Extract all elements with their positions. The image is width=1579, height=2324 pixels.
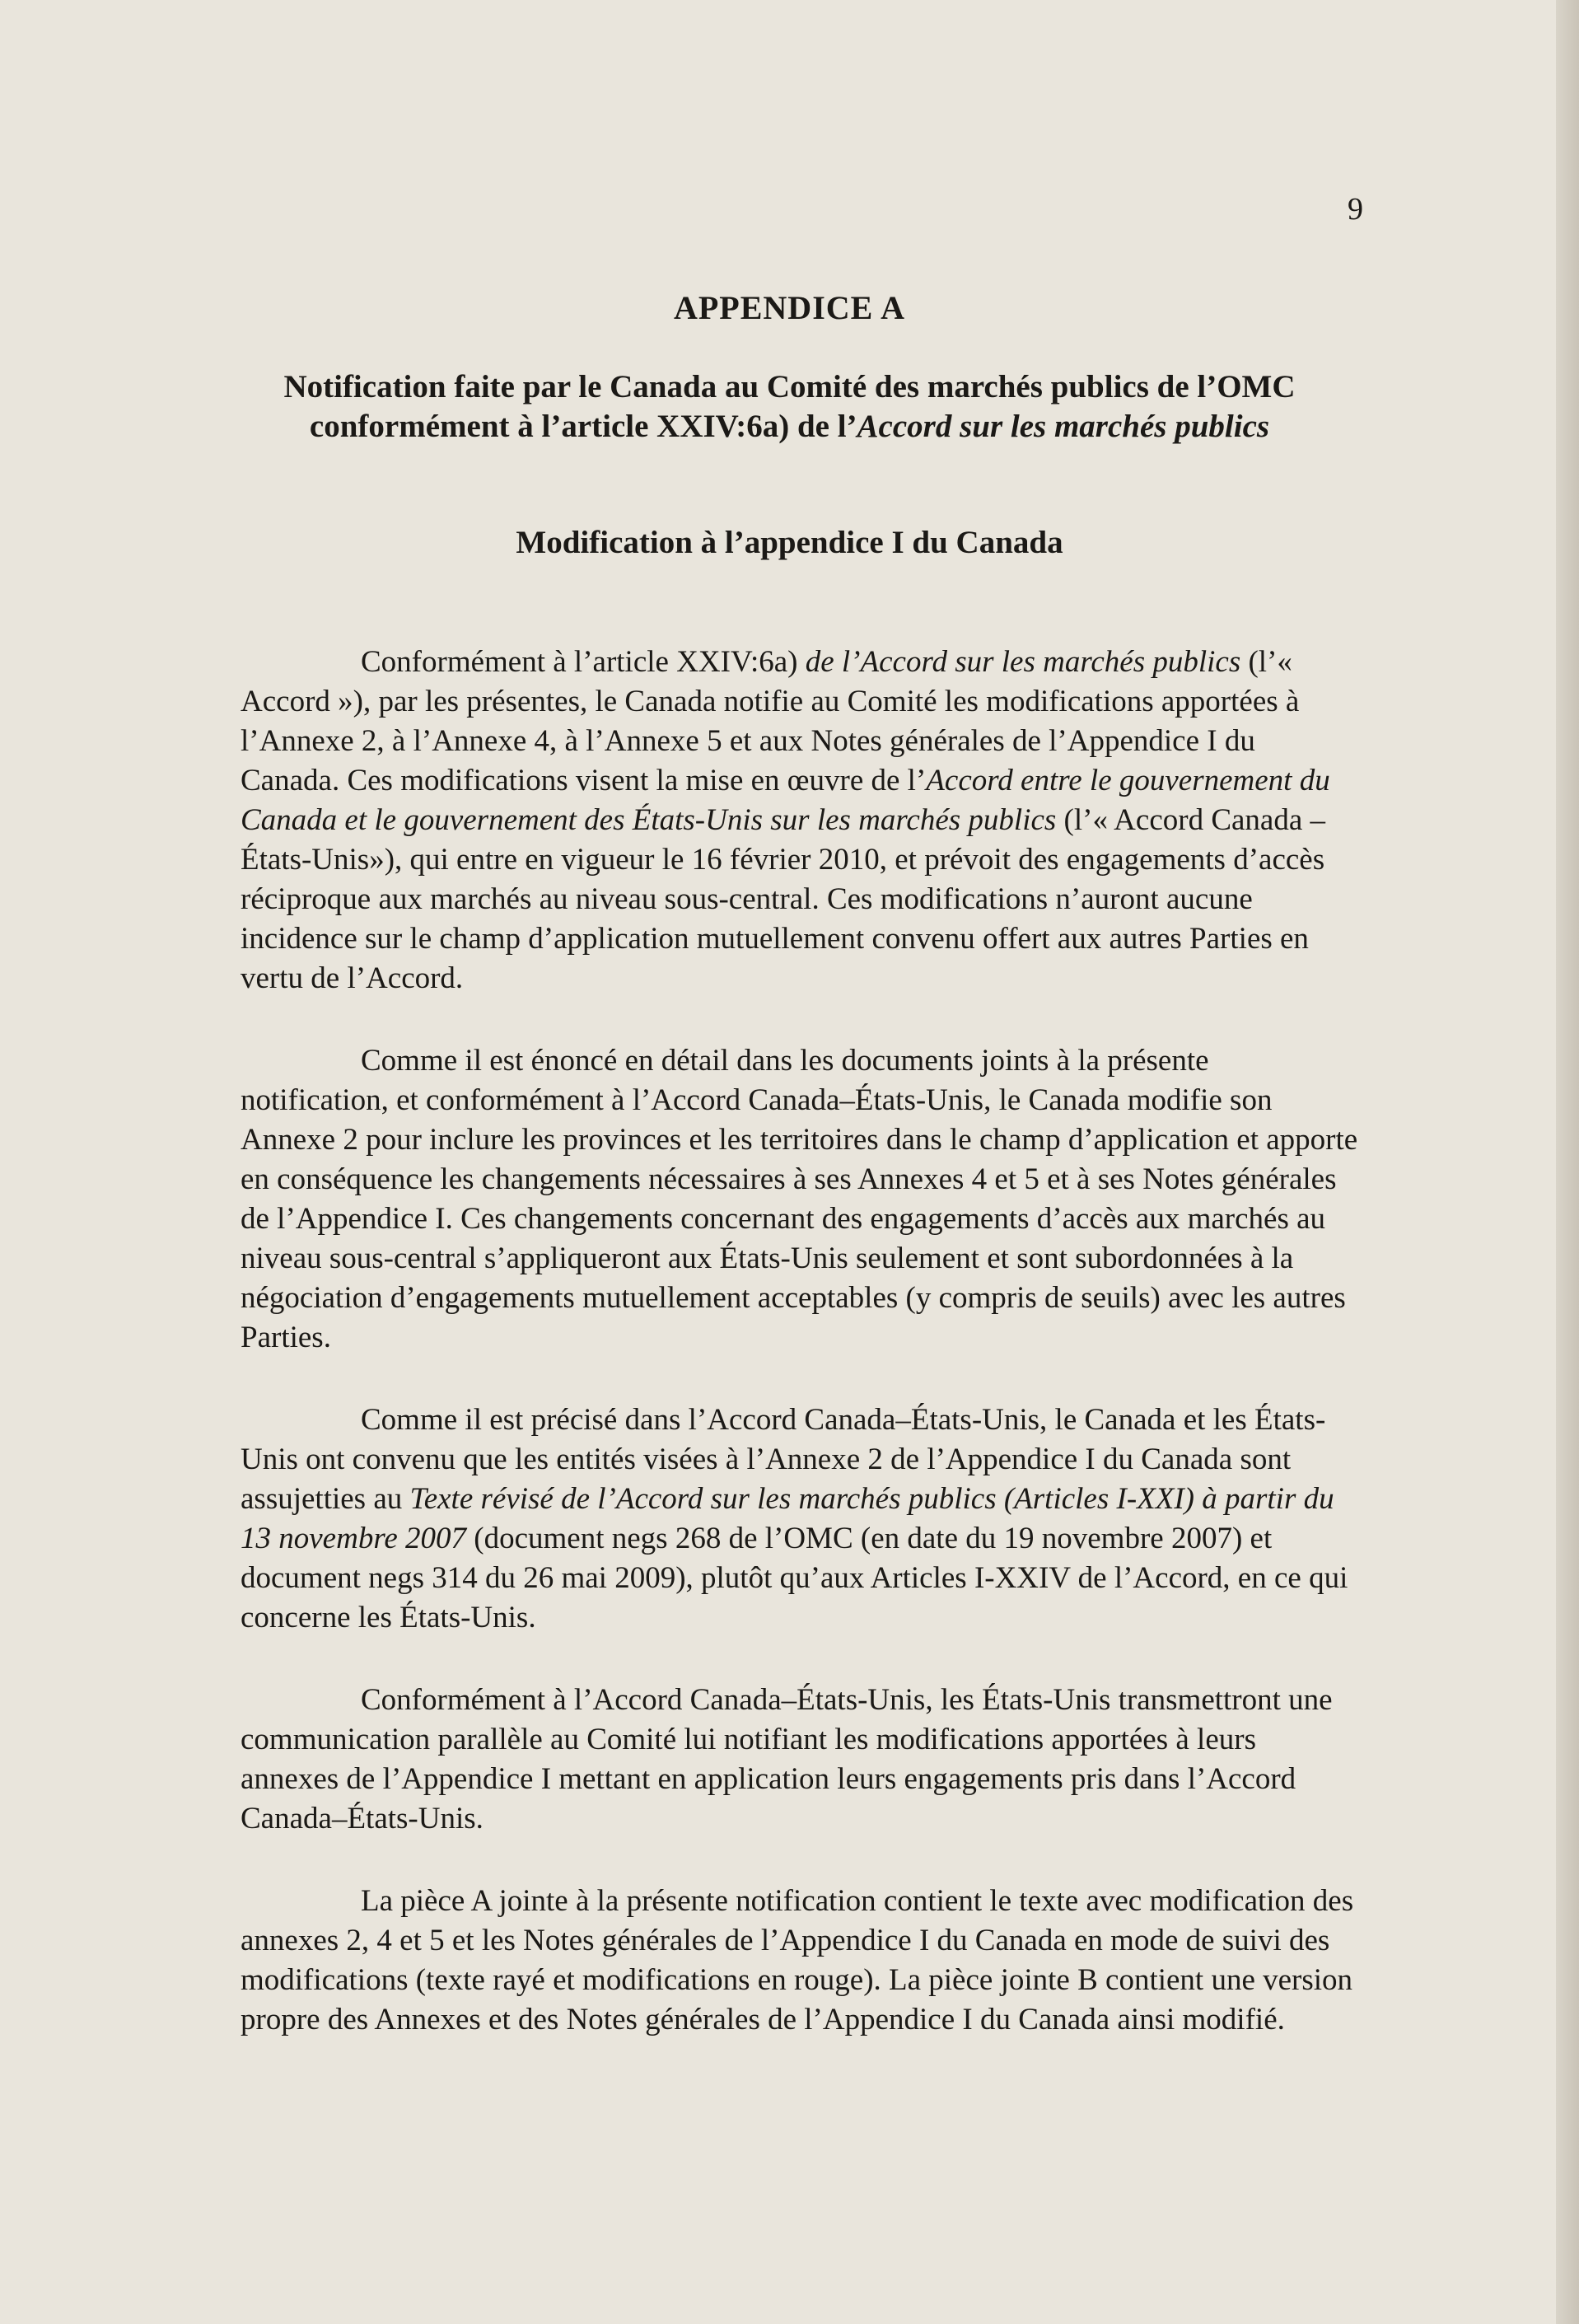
page-edge-shadow (1556, 0, 1579, 2324)
text-run: (l’« Accord »), par les présentes, le Canada notifie au Comité les modifications apportées à l’Annexe 2, à l’Annexe 4, à l’Annexe 5 et aux Notes générales de l’Appendice I du Canada. Ces modifications visent la mise en œuvre de l’ (241, 645, 1300, 797)
text-run: Comme il est énoncé en détail dans les documents joints à la présente notification, et conformément à l’Accord Canada–États-Unis, le Canada modifie son Annexe 2 pour inclure les provinces et les territoires dans le champ d’application et apporte en conséquence les changements nécessaires à ses Annexes 4 et 5 et à ses Notes générales de l’Appendice I. Ces changements concernant des engagements d’accès aux marchés au niveau sous-central s’appliqueront aux États-Unis seulement et sont subordonnées à la négociation d’engagements mutuellement acceptables (y compris de seuils) avec les autres Parties. (241, 1044, 1358, 1354)
paragraph (241, 1681, 1361, 1839)
page-number: 9 (1348, 192, 1363, 227)
text-run: Conformément à l’article XXIV:6a) (361, 645, 806, 679)
italic-text-run: Texte révisé de l’Accord sur les marchés publics (Articles I-XXI) à partir du 13 novembre 2007 (241, 1482, 1334, 1555)
notification-title-agreement-name: Accord sur les marchés publics (857, 409, 1270, 444)
modification-title: Modification à l’appendice I du Canada (516, 525, 1063, 560)
text-run: Conformément à l’Accord Canada–États-Unis, les États-Unis transmettront une communication parallèle au Comité lui notifiant les modifications apportées à leurs annexes de l’Appendice I mettant en application leurs engagements pris dans l’Accord Canada–États-Unis. (241, 1683, 1333, 1835)
text-run: (l’« Accord Canada – États-Unis»), qui entre en vigueur le 16 février 2010, et prévoit des engagements d’accès réciproque aux marchés au niveau sous-central. Ces modifications n’auront aucune incidence sur le champ d’application mutuellement convenu offert aux autres Parties en vertu de l’Accord. (241, 803, 1326, 995)
text-run: Comme il est précisé dans l’Accord Canada–États-Unis, le Canada et les États-Unis ont convenu que les entités visées à l’Annexe 2 de l’Appendice I du Canada sont assujetties au (241, 1403, 1326, 1516)
appendix-title: APPENDICE A (673, 289, 906, 326)
italic-text-run: Accord entre le gouvernement du Canada et le gouvernement des États-Unis sur les marchés publics (241, 764, 1330, 837)
text-run: (document negs 268 de l’OMC (en date du 19 novembre 2007) et document negs 314 du 26 mai 2009), plutôt qu’aux Articles I-XXIV de l’Accord, en ce qui concerne les États-Unis. (241, 1522, 1348, 1634)
notification-title (0, 367, 1579, 447)
paragraph (241, 1400, 1361, 1638)
notification-title-line2-text: conformément à l’article XXIV:6a) de l’ (309, 409, 857, 444)
notification-title-line1: Notification faite par le Canada au Comité des marchés publics de l’OMC (283, 369, 1296, 404)
text-run: La pièce A jointe à la présente notification contient le texte avec modification des annexes 2, 4 et 5 et les Notes générales de l’Appendice I du Canada en mode de suivi des modifications (texte rayé et modifications en rouge). La pièce jointe B contient une version propre des Annexes et des Notes générales de l’Appendice I du Canada ainsi modifié. (241, 1884, 1354, 2036)
paragraph (241, 643, 1361, 998)
notification-title-line2 (0, 407, 1579, 447)
body-text (241, 643, 1361, 2083)
italic-text-run: de l’Accord sur les marchés publics (805, 645, 1241, 679)
paragraph (241, 1041, 1361, 1358)
paragraph (241, 1882, 1361, 2040)
